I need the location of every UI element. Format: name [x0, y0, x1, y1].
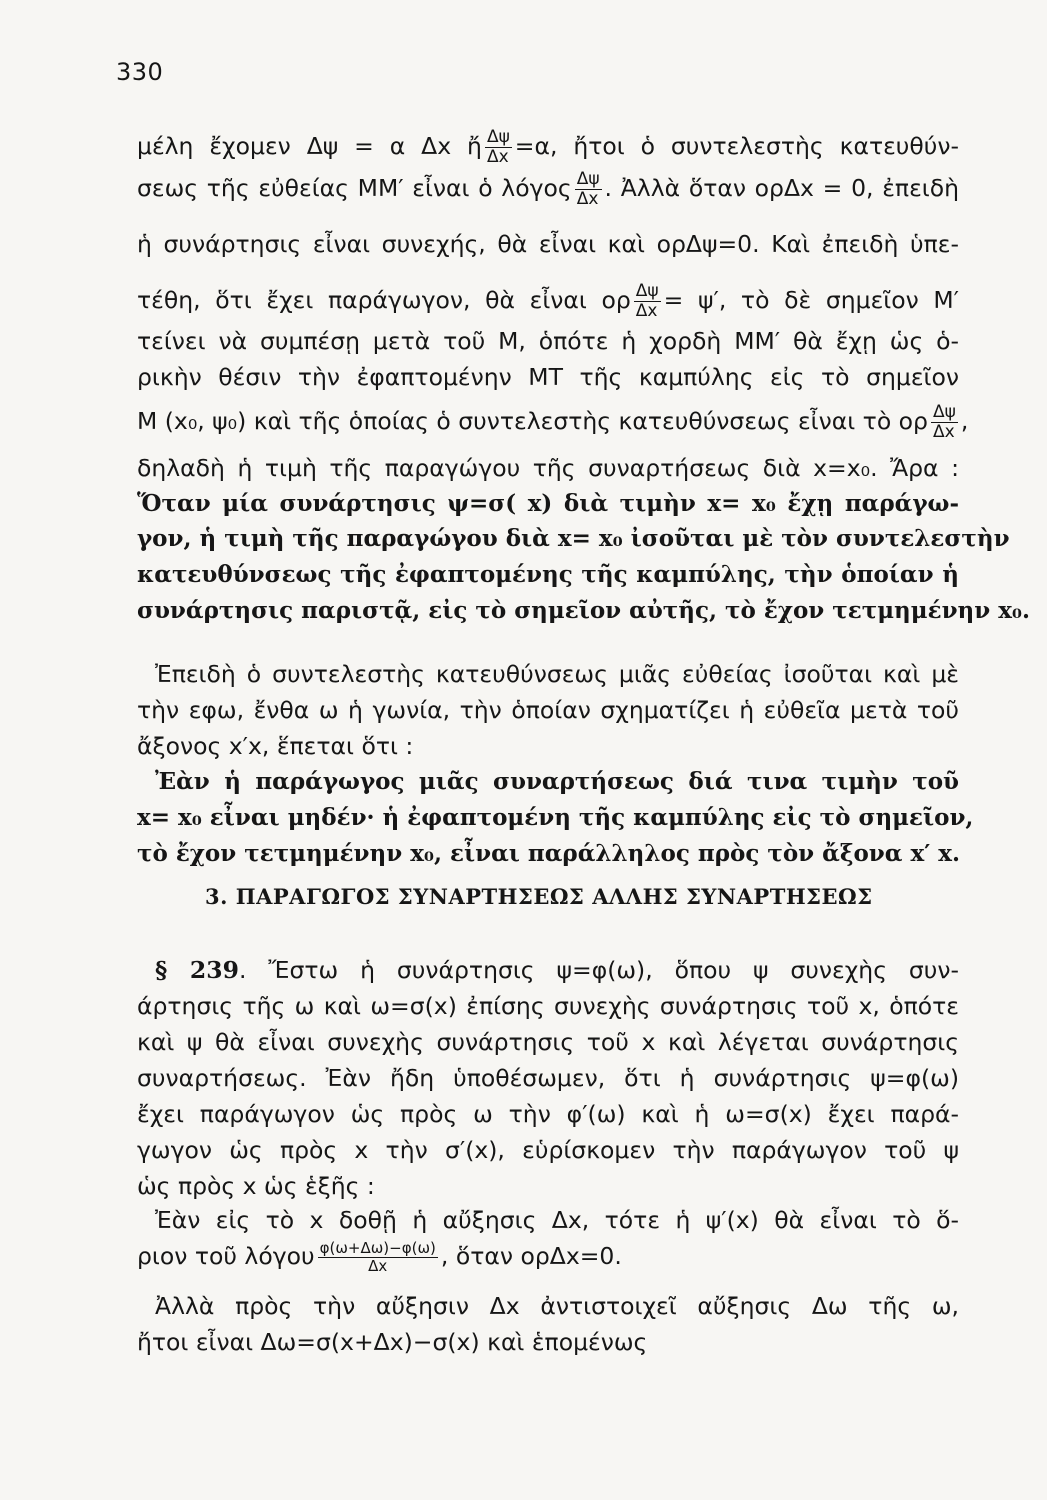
text-line	[137, 402, 969, 443]
theorem-line: κατευθύνσεως τῆς ἐφαπτομένης τῆς καμπύλης, τὴν ὁποίαν ἡ	[137, 561, 959, 588]
text-line	[155, 952, 959, 992]
fraction-numerator: Δψ	[932, 402, 956, 422]
text-line	[137, 128, 959, 168]
section-number: § 239	[155, 956, 239, 984]
fraction	[931, 403, 958, 442]
text-line: τείνει νὰ συμπέσῃ μετὰ τοῦ Μ, ὁπότε ἡ χορδὴ ΜΜ′ θὰ ἔχῃ ὡς ὁ-	[137, 327, 959, 355]
text-span: , ὅταν ορΔx=0.	[440, 1242, 622, 1270]
text-line	[137, 170, 959, 210]
text-span: ριον τοῦ λόγου	[137, 1242, 315, 1270]
theorem-line: Ὅταν μία συνάρτησις ψ=σ( x) διὰ τιμὴν x= x₀ ἔχῃ παράγω-	[137, 490, 959, 517]
text-line: καὶ ψ θὰ εἶναι συνεχὴς συνάρτησις τοῦ x καὶ λέγεται συνάρτησις	[137, 1028, 959, 1056]
fraction	[485, 128, 512, 167]
text-line: Ἀλλὰ πρὸς τὴν αὔξησιν Δx ἀντιστοιχεῖ αὔξησις Δω τῆς ω,	[155, 1292, 959, 1320]
fraction-numerator: φ(ω+Δω)−φ(ω)	[319, 1239, 436, 1257]
text-span: Μ (x₀, ψ₀) καὶ τῆς ὁποίας ὁ συντελεστὴς κατευθύνσεως εἶναι τὸ ορ	[137, 407, 928, 435]
text-line: Ἐὰν εἰς τὸ x δοθῇ ἡ αὔξησις Δx, τότε ἡ ψ′(x) θὰ εἶναι τὸ ὅ-	[155, 1206, 959, 1234]
text-line: άρτησις τῆς ω καὶ ω=σ(x) ἐπίσης συνεχὴς συνάρτησις τοῦ x, ὁπότε	[137, 992, 959, 1020]
section-heading: 3. ΠΑΡΑΓΩΓΟΣ ΣΥΝΑΡΤΗΣΕΩΣ ΑΛΛΗΣ ΣΥΝΑΡΤΗΣΕΩΣ	[205, 884, 873, 909]
text-line: ἤτοι εἶναι Δω=σ(x+Δx)−σ(x) καὶ ἑπομένως	[137, 1328, 648, 1356]
fraction-denominator: Δx	[318, 1257, 438, 1275]
text-span: = ψ′, τὸ δὲ σημεῖον Μ′	[663, 286, 959, 314]
theorem-line: συνάρτησις παριστᾷ, εἰς τὸ σημεῖον αὐτῆς, τὸ ἔχον τετμημένην x₀.	[137, 597, 1031, 624]
fraction-denominator: Δx	[485, 147, 512, 167]
fraction-denominator: Δx	[634, 301, 661, 321]
text-line: συναρτήσεως. Ἐὰν ἤδη ὑποθέσωμεν, ὅτι ἡ συνάρτησις ψ=φ(ω)	[137, 1064, 959, 1092]
page-number: 330	[116, 58, 164, 86]
text-span: . Ἔστω ἡ συνάρτησις ψ=φ(ω), ὅπου ψ συνεχὴς συν-	[238, 956, 959, 984]
text-span: τέθη, ὅτι ἔχει παράγωγον, θὰ εἶναι ορ	[137, 286, 631, 314]
fraction-numerator: Δψ	[576, 169, 600, 189]
text-line: γωγον ὡς πρὸς x τὴν σ′(x), εὑρίσκομεν τὴν παράγωγον τοῦ ψ	[137, 1136, 959, 1164]
text-span: =α, ἤτοι ὁ συντελεστὴς κατευθύν-	[514, 132, 959, 160]
text-line: ρικὴν θέσιν τὴν ἐφαπτομένην ΜΤ τῆς καμπύλης εἰς τὸ σημεῖον	[137, 363, 959, 391]
theorem-line: x= x₀ εἶναι μηδέν· ἡ ἐφαπτομένη τῆς καμπύλης εἰς τὸ σημεῖον,	[137, 804, 974, 831]
text-line: ἡ συνάρτησις εἶναι συνεχής, θὰ εἶναι καὶ ορΔψ=0. Καὶ ἐπειδὴ ὑπε-	[137, 230, 959, 258]
text-line	[137, 1238, 959, 1278]
text-line: ἔχει παράγωγον ὡς πρὸς ω τὴν φ′(ω) καὶ ἡ ω=σ(x) ἔχει παρά-	[137, 1100, 959, 1128]
text-line: δηλαδὴ ἡ τιμὴ τῆς παραγώγου τῆς συναρτήσεως διὰ x=x₀. Ἄρα :	[137, 454, 959, 482]
fraction-denominator: Δx	[931, 422, 958, 442]
text-line	[137, 282, 959, 322]
theorem-line: γον, ἡ τιμὴ τῆς παραγώγου διὰ x= x₀ ἰσοῦται μὲ τὸν συντελεστὴν	[137, 525, 1010, 552]
fraction-denominator: Δx	[575, 189, 602, 209]
text-span: . Ἀλλὰ ὅταν ορΔx = 0, ἐπειδὴ	[604, 174, 959, 202]
text-span: μέλη ἔχομεν Δψ = α Δx ἤ	[137, 132, 482, 160]
theorem-line: τὸ ἔχον τετμημένην x₀, εἶναι παράλληλος πρὸς τὸν ἄξονα x′ x.	[137, 840, 960, 867]
fraction	[318, 1240, 438, 1275]
fraction-numerator: Δψ	[486, 127, 510, 147]
fraction	[634, 282, 661, 321]
text-span: ,	[960, 407, 969, 435]
text-line: Ἐπειδὴ ὁ συντελεστὴς κατευθύνσεως μιᾶς εὐθείας ἰσοῦται καὶ μὲ	[155, 660, 959, 688]
text-line: ὡς πρὸς x ὡς ἑξῆς :	[137, 1172, 375, 1200]
theorem-line: Ἐὰν ἡ παράγωγος μιᾶς συναρτήσεως διά τινα τιμὴν τοῦ	[155, 768, 959, 795]
text-span: σεως τῆς εὐθείας ΜΜ′ εἶναι ὁ λόγος	[137, 174, 572, 202]
fraction-numerator: Δψ	[635, 281, 659, 301]
text-line: τὴν εφω, ἔνθα ω ἡ γωνία, τὴν ὁποίαν σχηματίζει ἡ εὐθεῖα μετὰ τοῦ	[137, 696, 959, 724]
text-line: ἄξονος x′x, ἕπεται ὅτι :	[137, 732, 414, 760]
fraction	[575, 170, 602, 209]
